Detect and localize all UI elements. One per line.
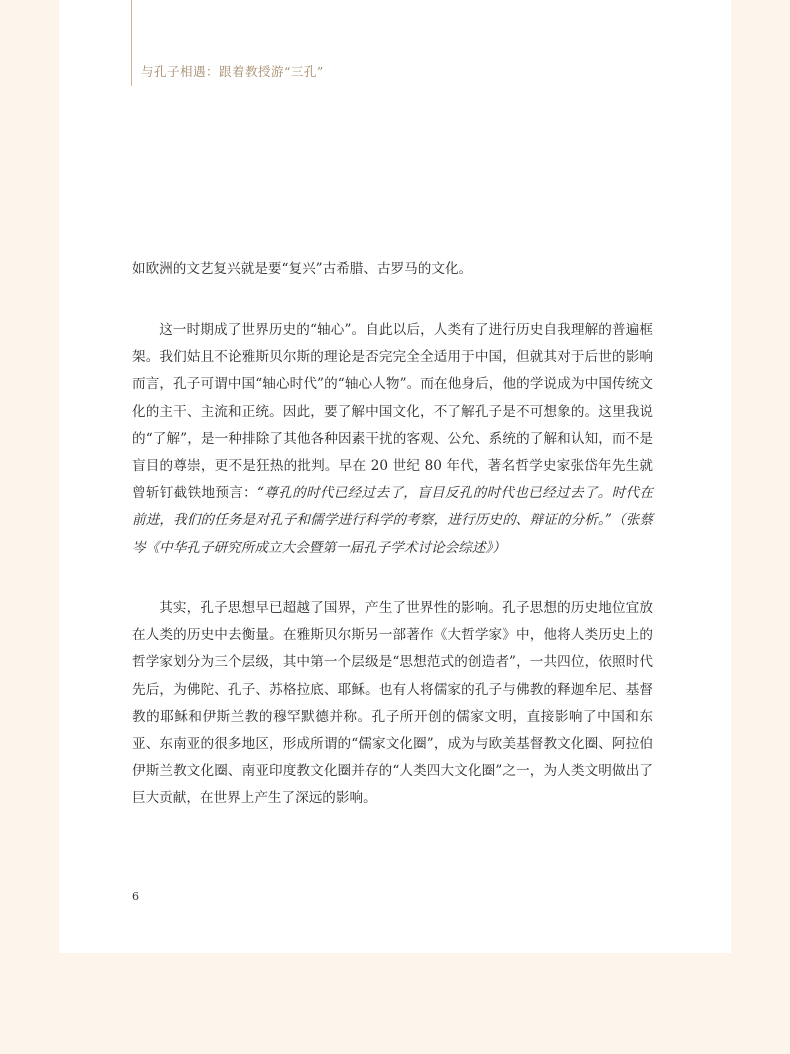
paragraph-main-text: 这一时期成了世界历史的“轴心”。自此以后，人类有了进行历史自我理解的普遍框架。我们姑且不论雅斯贝尔斯的理论是否完完全全适用于中国，但就其对于后世的影响而言，孔子可谓中国“轴心时代”的“轴心人物”。而在他身后，他的学说成为中国传统文化的主干、主流和正统。因此，要了解中国文化，不了解孔子是不可想象的。这里我说的“了解”，是一种排除了其他各种因素干扰的客观、公允、系统的了解和认知，而不是盲目的尊崇，更不是狂热的批判。早在 20 世纪 80 年代，著名哲学史家张岱年先生就曾斩钉截铁地预言：	[132, 322, 653, 502]
paragraph-text: 其实，孔子思想早已超越了国界，产生了世界性的影响。孔子思想的历史地位宜放在人类的历史中去衡量。在雅斯贝尔斯另一部著作《大哲学家》中，他将人类历史上的哲学家划分为三个层级，其中第一个层级是“思想范式的创造者”，一共四位，依照时代先后，为佛陀、孔子、苏格拉底、耶稣。也有人将儒家的孔子与佛教的释迦牟尼、基督教的耶稣和伊斯兰教的穆罕默德并称。孔子所开创的儒家文明，直接影响了中国和东亚、东南亚的很多地区，形成所谓的“儒家文化圈”，成为与欧美基督教文化圈、阿拉伯伊斯兰教文化圈、南亚印度教文化圈并存的“人类四大文化圈”之一，为人类文明做出了巨大贡献，在世界上产生了深远的影响。	[132, 600, 653, 807]
header-vertical-rule	[131, 0, 132, 86]
paragraph-text: 如欧洲的文艺复兴就是要“复兴”古希腊、古罗马的文化。	[132, 261, 473, 277]
paragraph-2	[132, 317, 653, 562]
running-head: 与孔子相遇：跟着教授游“三孔”	[141, 64, 324, 79]
quotation-text: “尊孔的时代已经过去了，盲目反孔的时代也已经过去了。时代在前进，我们的任务是对孔子和儒学进行科学的考察，进行历史的、辩证的分析。”（张蔡岑《中华孔子研究所成立大会暨第一届孔子学术讨论会综述》）	[132, 485, 654, 556]
paragraph-1	[132, 256, 653, 283]
paragraph-3	[132, 595, 653, 813]
page-number: 6	[132, 890, 139, 903]
book-page	[59, 0, 731, 953]
paragraph-text	[132, 317, 653, 562]
